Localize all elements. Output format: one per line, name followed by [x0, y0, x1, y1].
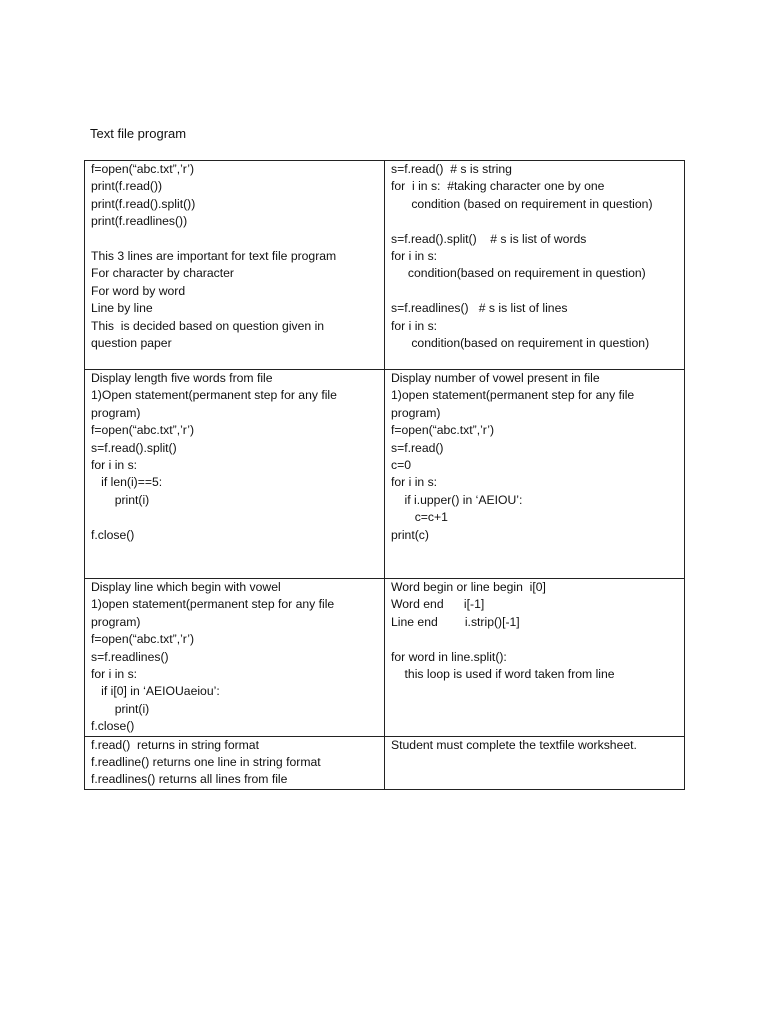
text-line: [91, 509, 380, 526]
text-line: print(i): [91, 701, 150, 716]
table-cell-left: [85, 736, 385, 789]
text-line: c=0: [391, 458, 411, 473]
table-cell-right: [385, 161, 685, 370]
notes-table: [84, 160, 685, 790]
text-line: for i in s:: [91, 458, 138, 473]
text-line: if len(i)==5:: [91, 475, 163, 490]
text-line: f=open(“abc.txt”,’r’): [391, 423, 495, 438]
text-line: if i.upper() in ‘AEIOU’:: [391, 492, 523, 507]
text-line: f=open(“abc.txt”,’r’): [91, 632, 195, 647]
text-line: 1)open statement(permanent step for any file: [91, 597, 335, 612]
text-line: c=c+1: [391, 510, 448, 525]
text-line: question paper: [91, 336, 172, 351]
text-line: This is decided based on question given in: [91, 318, 325, 333]
table-row: [85, 370, 685, 579]
text-line: print(i): [91, 492, 150, 507]
text-line: [391, 631, 680, 648]
text-line: if i[0] in ‘AEIOUaeiou’:: [91, 684, 220, 699]
text-line: Word end i[-1]: [391, 597, 485, 612]
text-line: f=open(“abc.txt”,’r’): [91, 162, 195, 176]
text-line: For word by word: [91, 283, 186, 298]
text-line: this loop is used if word taken from line: [391, 667, 615, 682]
table-cell-left: [85, 579, 385, 737]
text-line: Display line which begin with vowel: [91, 580, 281, 594]
text-line: 1)Open statement(permanent step for any file: [91, 388, 337, 403]
text-line: [391, 283, 680, 300]
text-line: [91, 231, 380, 248]
table-cell-right: [385, 579, 685, 737]
text-line: f.readline() returns one line in string format: [91, 755, 321, 770]
text-line: Word begin or line begin i[0]: [391, 580, 546, 594]
text-line: program): [91, 614, 141, 629]
text-line: print(f.readlines()): [91, 214, 188, 229]
text-line: 1)open statement(permanent step for any file: [391, 388, 635, 403]
text-line: s=f.readlines() # s is list of lines: [391, 301, 568, 316]
text-line: print(f.read().split()): [91, 196, 196, 211]
page-title: Text file program: [90, 126, 187, 141]
text-line: for i in s:: [391, 318, 438, 333]
text-line: Display number of vowel present in file: [391, 371, 600, 385]
text-line: s=f.readlines(): [91, 649, 169, 664]
table-row: [85, 736, 685, 789]
text-line: f.close(): [91, 719, 135, 734]
text-line: This 3 lines are important for text file program: [91, 249, 337, 264]
text-line: s=f.read(): [391, 440, 444, 455]
table-cell-left: [85, 370, 385, 579]
text-line: for i in s:: [91, 667, 138, 682]
text-line: print(c): [391, 527, 429, 542]
table-cell-right: [385, 736, 685, 789]
text-line: for i in s:: [391, 475, 438, 490]
text-line: condition(based on requirement in question): [391, 266, 646, 281]
table-row: [85, 579, 685, 737]
text-line: f.read() returns in string format: [91, 737, 259, 752]
text-line: f.close(): [91, 527, 135, 542]
text-line: Display length five words from file: [91, 371, 273, 385]
text-line: program): [91, 405, 141, 420]
text-line: s=f.read().split(): [91, 440, 177, 455]
text-line: s=f.read().split() # s is list of words: [391, 231, 587, 246]
text-line: print(f.read()): [91, 179, 163, 194]
text-line: condition (based on requirement in question): [391, 196, 653, 211]
text-line: [391, 213, 680, 230]
table-cell-left: [85, 161, 385, 370]
text-line: for i in s:: [391, 249, 438, 264]
text-line: f=open(“abc.txt”,’r’): [91, 423, 195, 438]
text-line: condition(based on requirement in question): [391, 336, 650, 351]
text-line: Student must complete the textfile worksheet.: [391, 737, 637, 752]
text-line: for i in s: #taking character one by one: [391, 179, 605, 194]
text-line: f.readlines() returns all lines from file: [91, 772, 288, 787]
text-line: Line by line: [91, 301, 153, 316]
table-row: [85, 161, 685, 370]
text-line: program): [391, 405, 441, 420]
text-line: For character by character: [91, 266, 234, 281]
text-line: for word in line.split():: [391, 649, 507, 664]
table-cell-right: [385, 370, 685, 579]
text-line: Line end i.strip()[-1]: [391, 614, 520, 629]
text-line: s=f.read() # s is string: [391, 162, 512, 176]
